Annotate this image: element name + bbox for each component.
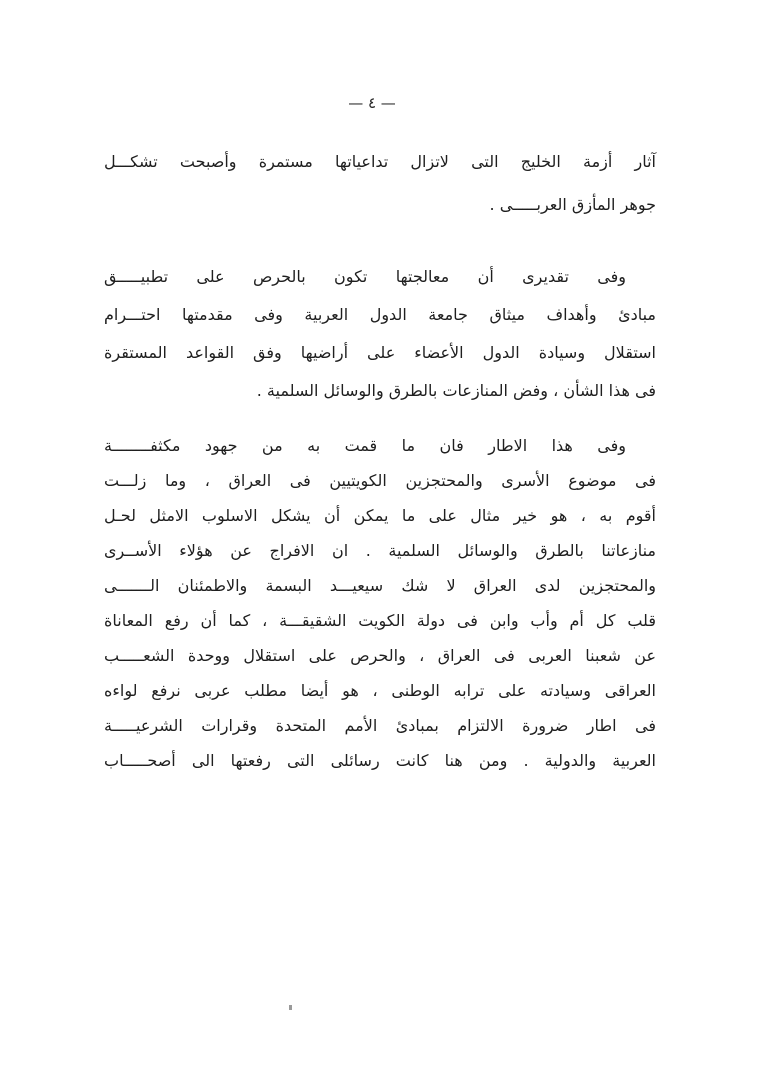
text-line: فى موضوع الأسرى والمحتجزين الكويتيين فى العراق ، وما زلـــت <box>104 471 656 490</box>
text-line: منازعاتنا بالطرق والوسائل السلمية . ان الافراج عن هؤلاء الأســرى <box>104 541 656 560</box>
scan-speck-artifact <box>289 1005 292 1010</box>
text-line: جوهر المأزق العربـــــى . <box>489 195 656 214</box>
text-line: فى اطار ضرورة الالتزام بمبادئ الأمم المتحدة وقرارات الشرعيـــــة <box>104 716 656 735</box>
text-line: العربية والدولية . ومن هنا كانت رسائلى التى رفعتها الى أصحـــــاب <box>104 751 656 770</box>
paragraph <box>104 428 656 778</box>
text-line: فى هذا الشأن ، وفض المنازعات بالطرق والوسائل السلمية . <box>256 381 656 400</box>
paragraph <box>104 140 656 226</box>
text-line: العراقى وسيادته على ترابه الوطنى ، هو أيضا مطلب عربى نرفع لواءه <box>104 681 656 700</box>
text-line: أقوم به ، هو خير مثال على ما يمكن أن يشكل الاسلوب الامثل لحـل <box>104 506 656 525</box>
text-line: عن شعبنا العربى فى العراق ، والحرص على استقلال ووحدة الشعـــــب <box>104 646 656 665</box>
paragraph <box>104 258 656 410</box>
text-line: آثار أزمة الخليج التى لاتزال تداعياتها مستمرة وأصبحت تشكـــل <box>104 152 656 171</box>
text-line: وفى هذا الاطار فان ما قمت به من جهود مكثفــــــــة <box>104 436 626 455</box>
text-line: قلب كل أم وأب وابن فى دولة الكويت الشقيقـــة ، كما أن رفع المعاناة <box>104 611 656 630</box>
page-number: — ٤ — <box>348 94 396 112</box>
text-line: والمحتجزين لدى العراق لا شك سيعيـــد البسمة والاطمئنان الـــــــى <box>104 576 656 595</box>
text-line: وفى تقديرى أن معالجتها تكون بالحرص على تطبيـــــق <box>104 267 626 286</box>
text-line: استقلال وسيادة الدول الأعضاء على أراضيها وفق القواعد المستقرة <box>104 343 656 362</box>
text-line: مبادئ وأهداف ميثاق جامعة الدول العربية وفى مقدمتها احتـــرام <box>104 305 656 324</box>
